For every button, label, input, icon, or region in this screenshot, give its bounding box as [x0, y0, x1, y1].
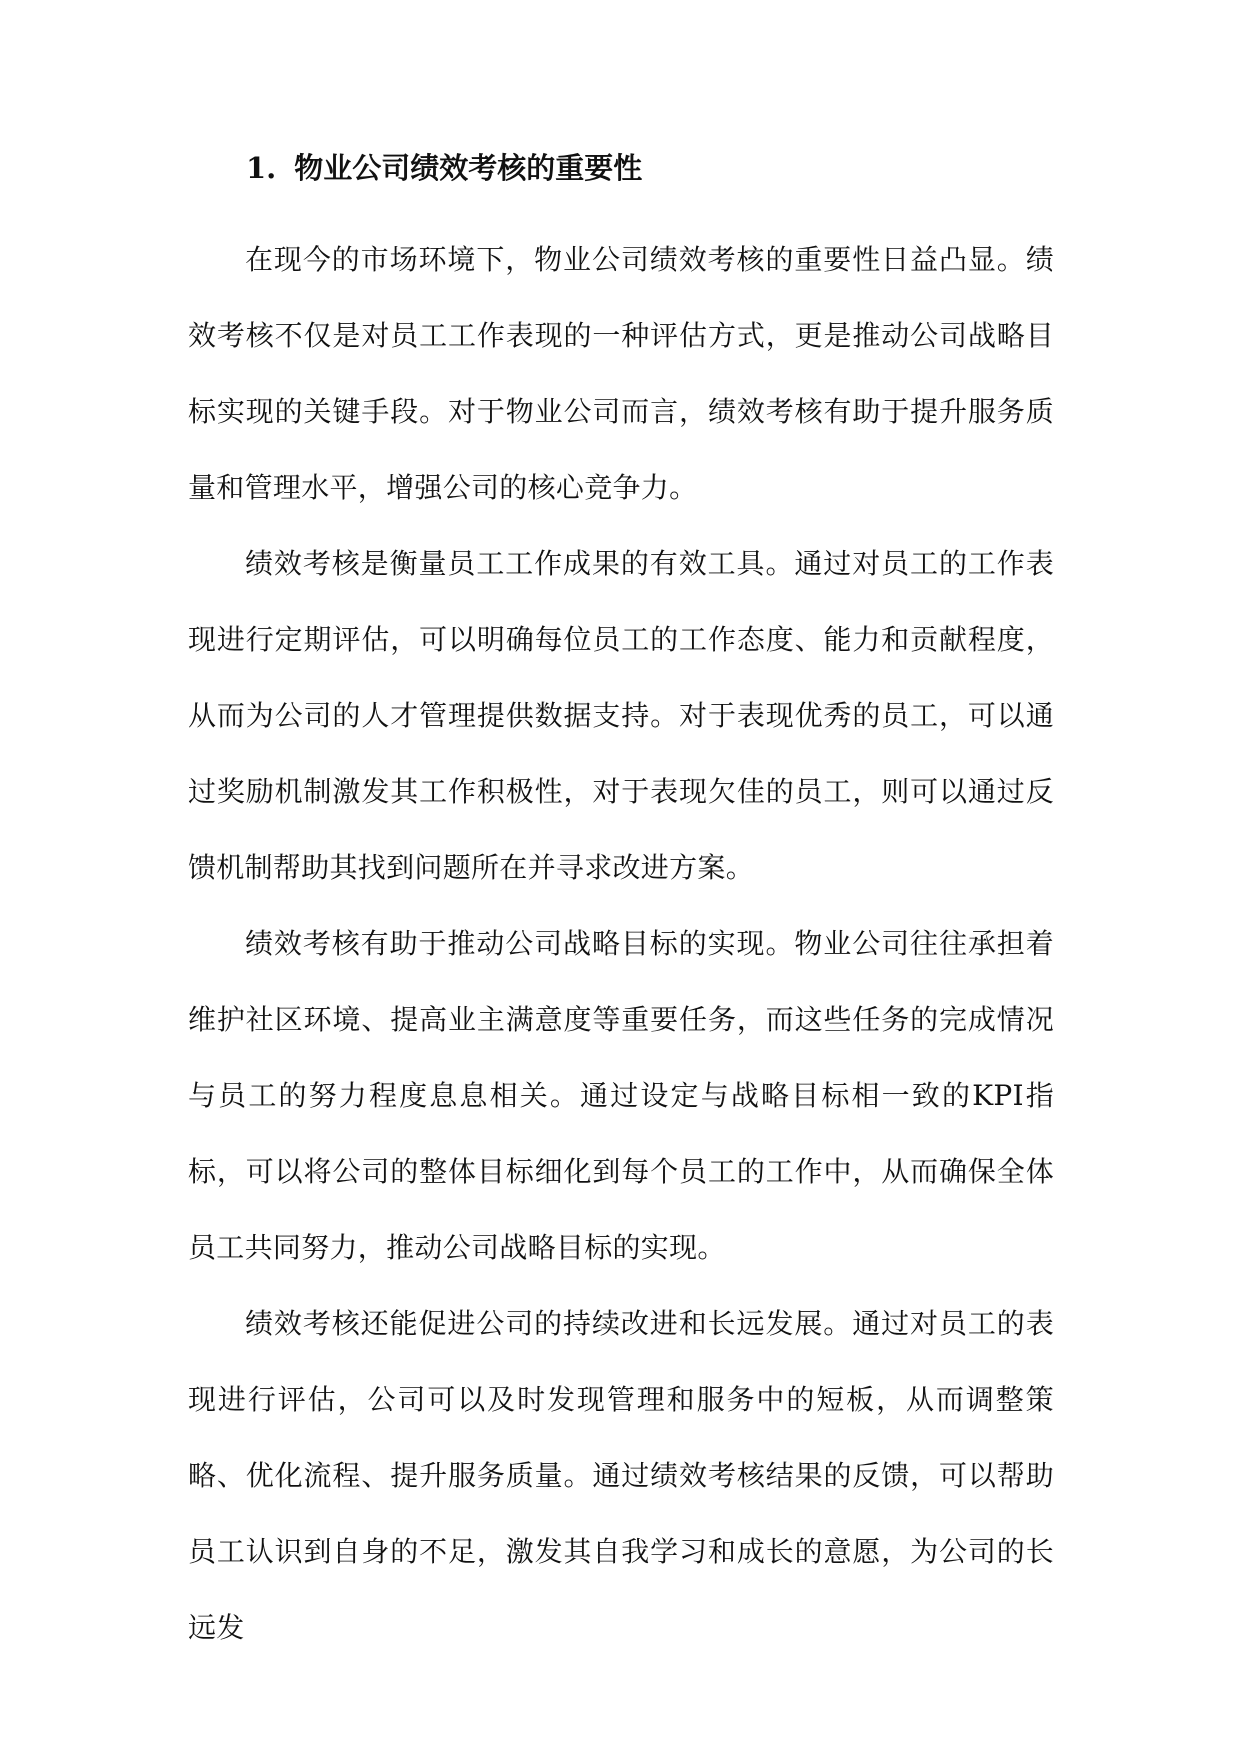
section-number: 1.: [246, 151, 277, 185]
section-title: 物业公司绩效考核的重要性: [294, 151, 643, 185]
paragraph-3: 绩效考核有助于推动公司战略目标的实现。物业公司往往承担着维护社区环境、提高业主满意度等重要任务，而这些任务的完成情况与员工的努力程度息息相关。通过设定与战略目标相一致的KPI指标，可以将公司的整体目标细化到每个员工的工作中，从而确保全体员工共同努力，推动公司战略目标的实现。: [188, 927, 1054, 1264]
paragraph-1: 在现今的市场环境下，物业公司绩效考核的重要性日益凸显。绩效考核不仅是对员工工作表现的一种评估方式，更是推动公司战略目标实现的关键手段。对于物业公司而言，绩效考核有助于提升服务质量和管理水平，增强公司的核心竞争力。: [188, 243, 1054, 504]
body-text: [188, 222, 1054, 1666]
paragraph-4: 绩效考核还能促进公司的持续改进和长远发展。通过对员工的表现进行评估，公司可以及时发现管理和服务中的短板，从而调整策略、优化流程、提升服务质量。通过绩效考核结果的反馈，可以帮助员工认识到自身的不足，激发其自我学习和成长的意愿，为公司的长远发: [188, 1307, 1054, 1644]
section-heading: [246, 148, 642, 188]
paragraph-2: 绩效考核是衡量员工工作成果的有效工具。通过对员工的工作表现进行定期评估，可以明确每位员工的工作态度、能力和贡献程度，从而为公司的人才管理提供数据支持。对于表现优秀的员工，可以通过奖励机制激发其工作积极性，对于表现欠佳的员工，则可以通过反馈机制帮助其找到问题所在并寻求改进方案。: [188, 547, 1054, 884]
